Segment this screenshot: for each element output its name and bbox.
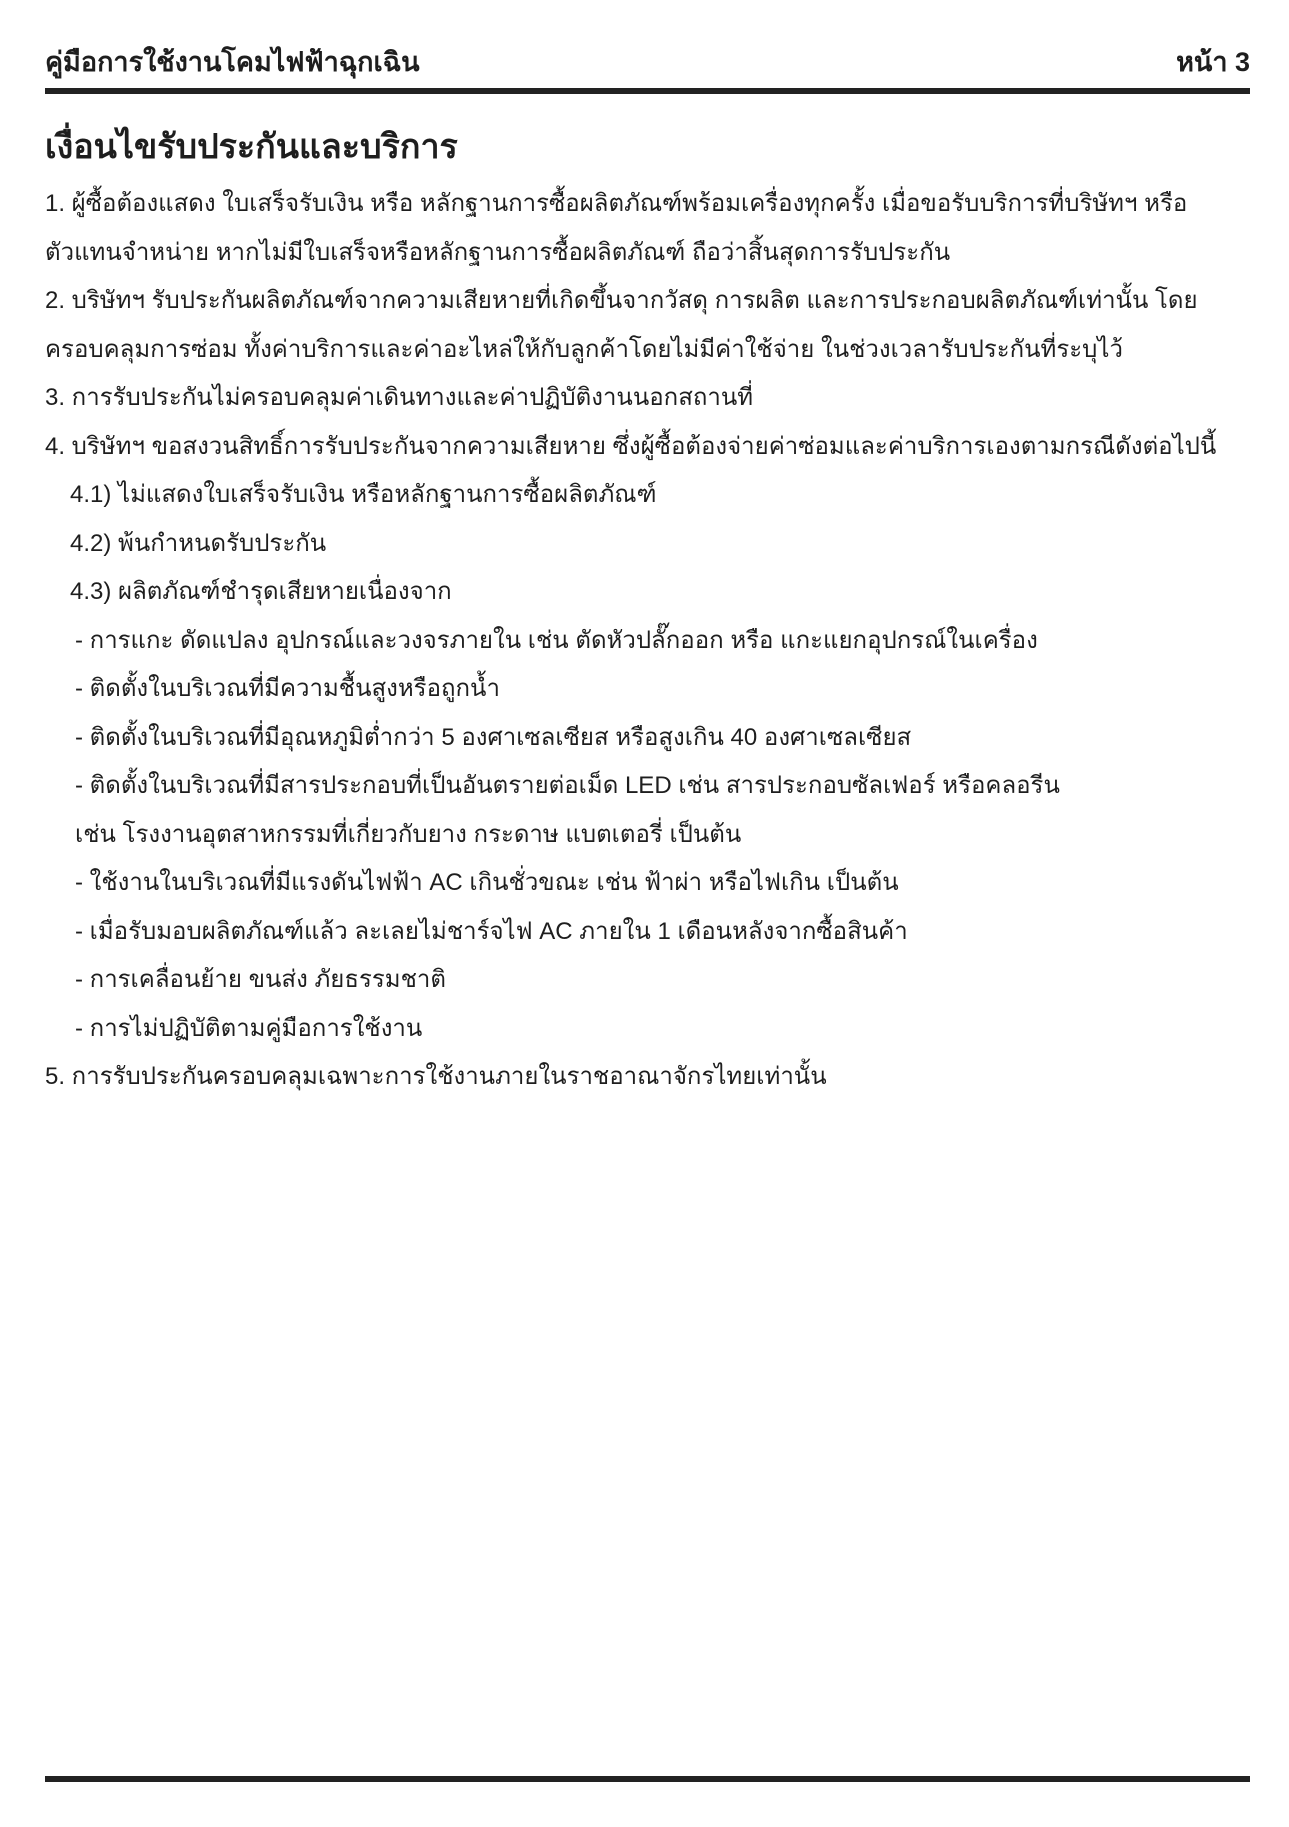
section-title: เงื่อนไขรับประกันและบริการ <box>45 128 458 166</box>
exclusion-item: - การเคลื่อนย้าย ขนส่ง ภัยธรรมชาติ <box>75 966 446 993</box>
exclusion-item: - ติดตั้งในบริเวณที่มีสารประกอบที่เป็นอันตรายต่อเม็ด LED เช่น สารประกอบซัลเฟอร์ หรือคลอรีน <box>75 772 1060 799</box>
condition-4: 4. บริษัทฯ ขอสงวนสิทธิ์การรับประกันจากความเสียหาย ซึ่งผู้ซื้อต้องจ่ายค่าซ่อมและค่าบริการเองตามกรณีดังต่อไปนี้ <box>45 432 1217 460</box>
footer-divider <box>45 1776 1250 1782</box>
exclusion-item: - ติดตั้งในบริเวณที่มีอุณหภูมิต่ำกว่า 5 องศาเซลเซียส หรือสูงเกิน 40 องศาเซลเซียส <box>75 723 912 751</box>
condition-2-line-1: 2. บริษัทฯ รับประกันผลิตภัณฑ์จากความเสียหายที่เกิดขึ้นจากวัสดุ การผลิต และการประกอบผลิตภัณฑ์เท่านั้น โดย <box>45 287 1198 314</box>
condition-4-3: 4.3) ผลิตภัณฑ์ชำรุดเสียหายเนื่องจาก <box>70 578 452 605</box>
exclusion-item: - ใช้งานในบริเวณที่มีแรงดันไฟฟ้า AC เกินชั่วขณะ เช่น ฟ้าผ่า หรือไฟเกิน เป็นต้น <box>75 869 899 896</box>
condition-1-line-2: ตัวแทนจำหน่าย หากไม่มีใบเสร็จหรือหลักฐานการซื้อผลิตภัณฑ์ ถือว่าสิ้นสุดการรับประกัน <box>45 238 951 266</box>
condition-4-1: 4.1) ไม่แสดงใบเสร็จรับเงิน หรือหลักฐานการซื้อผลิตภัณฑ์ <box>70 481 657 508</box>
condition-4-2: 4.2) พ้นกำหนดรับประกัน <box>70 529 327 557</box>
condition-2-line-2: ครอบคลุมการซ่อม ทั้งค่าบริการและค่าอะไหล่ให้กับลูกค้าโดยไม่มีค่าใช้จ่าย ในช่วงเวลารับประกันที่ระบุไว้ <box>45 335 1123 363</box>
exclusion-item-continuation: เช่น โรงงานอุตสาหกรรมที่เกี่ยวกับยาง กระดาษ แบตเตอรี่ เป็นต้น <box>75 820 742 848</box>
manual-title: คู่มือการใช้งานโคมไฟฟ้าฉุกเฉิน <box>45 47 420 77</box>
condition-3: 3. การรับประกันไม่ครอบคลุมค่าเดินทางและค่าปฏิบัติงานนอกสถานที่ <box>45 384 754 411</box>
exclusion-item: - เมื่อรับมอบผลิตภัณฑ์แล้ว ละเลยไม่ชาร์จไฟ AC ภายใน 1 เดือนหลังจากซื้อสินค้า <box>75 917 908 945</box>
exclusion-item: - การแกะ ดัดแปลง อุปกรณ์และวงจรภายใน เช่น ตัดหัวปลั๊กออก หรือ แกะแยกอุปกรณ์ในเครื่อง <box>75 626 1038 654</box>
condition-1-line-1: 1. ผู้ซื้อต้องแสดง ใบเสร็จรับเงิน หรือ หลักฐานการซื้อผลิตภัณฑ์พร้อมเครื่องทุกครั้ง เมื่อขอรับบริการที่บริษัทฯ หรือ <box>45 190 1188 217</box>
header-divider <box>45 88 1250 94</box>
exclusion-item: - ติดตั้งในบริเวณที่มีความชื้นสูงหรือถูกน้ำ <box>75 675 500 702</box>
document-page <box>45 0 1250 1827</box>
page-header <box>45 38 1250 82</box>
exclusion-item: - การไม่ปฏิบัติตามคู่มือการใช้งาน <box>75 1014 423 1042</box>
warranty-conditions <box>45 180 1260 1102</box>
page-number: หน้า 3 <box>1176 47 1250 77</box>
condition-5: 5. การรับประกันครอบคลุมเฉพาะการใช้งานภายในราชอาณาจักรไทยเท่านั้น <box>45 1063 827 1090</box>
